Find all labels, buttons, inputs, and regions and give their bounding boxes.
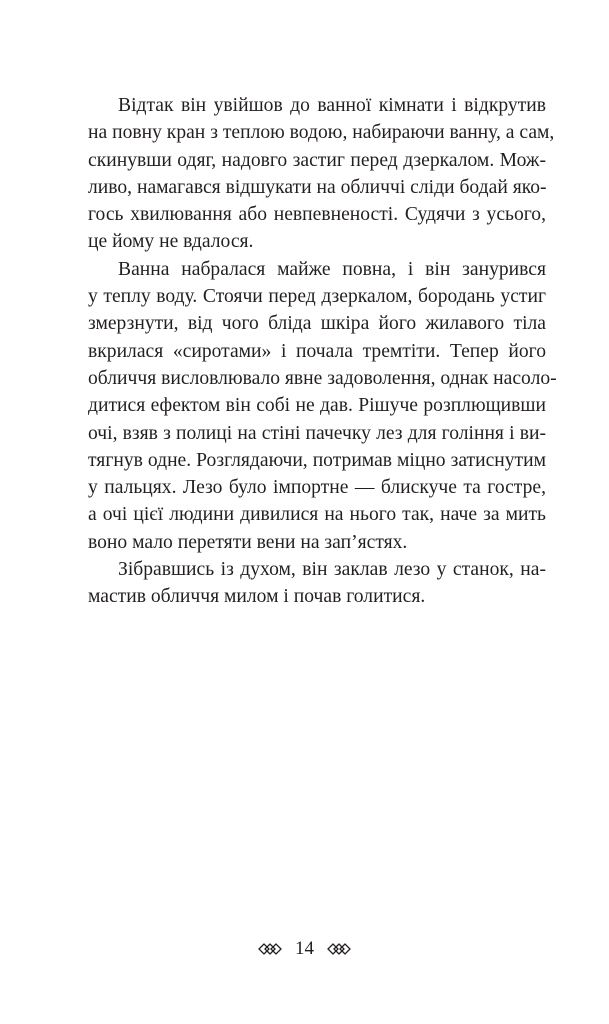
text-line: гось хвилювання або невпевненості. Судячи з усього,	[88, 204, 546, 226]
text-line: у пальцях. Лезо було імпортне — блискуче та гостре,	[88, 477, 546, 499]
text-line: воно мало перетяти вени на зап’ястях.	[88, 531, 408, 553]
text-line: мастив обличчя милом і почав голитися.	[88, 586, 426, 608]
text-line: Зібравшись із духом, він заклав лезо у станок, на-	[118, 559, 546, 581]
text-line: на повну кран з теплою водою, набираючи ванну, а сам,	[88, 122, 555, 144]
double-chevron-right-ornament-icon	[326, 942, 352, 956]
text-line: Ванна набралася майже повна, і він занурився	[118, 258, 546, 280]
text-line: очі, взяв з полиці на стіні пачечку лез для гоління і ви-	[88, 422, 546, 444]
double-chevron-left-ornament-icon	[257, 942, 283, 956]
body-text	[88, 92, 557, 611]
text-line: а очі цієї людини дивилися на нього так, наче за мить	[88, 504, 546, 526]
text-line: Відтак він увійшов до ванної кімнати і відкрутив	[118, 95, 546, 116]
text-line: ливо, намагався відшукати на обличчі сліди бодай яко-	[88, 176, 547, 198]
text-line: обличчя висловлювало явне задоволення, однак насоло-	[88, 367, 557, 389]
text-line: у теплу воду. Стоячи перед дзеркалом, бородань устиг	[88, 286, 546, 308]
text-line: скинувши одяг, надовго застиг перед дзеркалом. Мож-	[88, 149, 546, 171]
text-line: це йому не вдалося.	[88, 231, 254, 253]
text-line: дитися ефектом він собі не дав. Рішуче розплющивши	[88, 395, 546, 417]
text-line: змерзнути, від чого бліда шкіра його жилавого тіла	[88, 313, 546, 335]
text-line: тягнув одне. Розглядаючи, потримав міцно затиснутим	[88, 449, 546, 471]
text-line: вкрилася «сиротами» і почала тремтіти. Тепер його	[88, 340, 546, 362]
page-footer	[0, 938, 609, 960]
page-number: 14	[295, 938, 314, 959]
